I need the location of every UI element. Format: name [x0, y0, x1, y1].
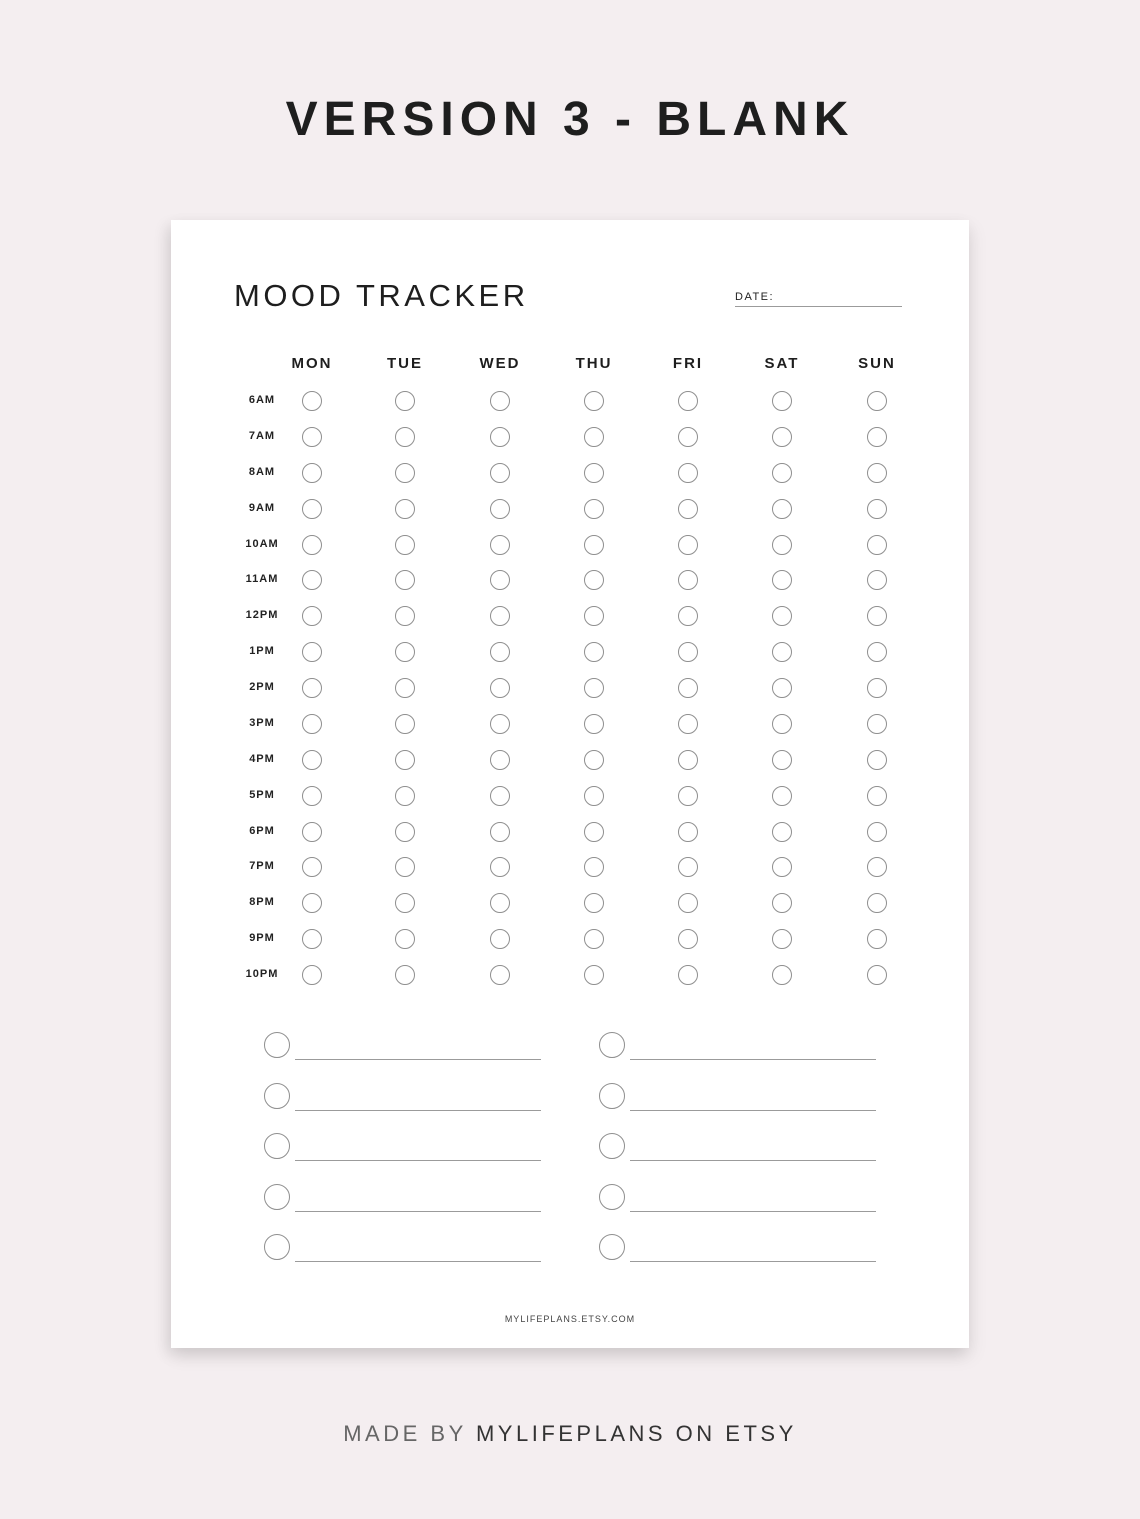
mood-circle-tue-7pm[interactable] — [395, 857, 415, 877]
mood-circle-mon-6pm[interactable] — [302, 822, 322, 842]
mood-circle-sun-6am[interactable] — [867, 391, 887, 411]
mood-circle-thu-11am[interactable] — [584, 570, 604, 590]
legend-circle[interactable] — [264, 1133, 290, 1159]
legend-write-line[interactable] — [630, 1211, 876, 1212]
mood-circle-sun-12pm[interactable] — [867, 606, 887, 626]
time-label-1pm: 1PM — [249, 645, 275, 658]
mood-circle-sat-6pm[interactable] — [772, 822, 792, 842]
banner-title: VERSION 3 - BLANK — [285, 93, 855, 146]
time-label-10am: 10AM — [245, 537, 279, 550]
mood-circle-sun-5pm[interactable] — [867, 786, 887, 806]
day-header-sun: SUN — [858, 355, 896, 372]
sheet-footer: MYLIFEPLANS.ETSY.COM — [504, 1314, 636, 1324]
mood-circle-thu-2pm[interactable] — [584, 678, 604, 698]
mood-circle-tue-9pm[interactable] — [395, 929, 415, 949]
made-by-caption — [0, 1421, 1140, 1447]
mood-circle-thu-1pm[interactable] — [584, 642, 604, 662]
time-label-9pm: 9PM — [249, 932, 275, 945]
legend-circle[interactable] — [264, 1184, 290, 1210]
mood-circle-mon-9pm[interactable] — [302, 929, 322, 949]
time-label-11am: 11AM — [245, 573, 279, 586]
mood-circle-sun-10am[interactable] — [867, 535, 887, 555]
legend-circle[interactable] — [599, 1032, 625, 1058]
mood-circle-mon-10am[interactable] — [302, 535, 322, 555]
mood-circle-thu-4pm[interactable] — [584, 750, 604, 770]
time-label-8am: 8AM — [248, 465, 276, 478]
mood-circle-thu-3pm[interactable] — [584, 714, 604, 734]
mood-circle-thu-7pm[interactable] — [584, 857, 604, 877]
day-header-fri: FRI — [672, 355, 704, 372]
mood-circle-tue-4pm[interactable] — [395, 750, 415, 770]
mood-circle-mon-7am[interactable] — [302, 427, 322, 447]
mood-circle-wed-7pm[interactable] — [490, 857, 510, 877]
mood-circle-tue-12pm[interactable] — [395, 606, 415, 626]
day-header-sat: SAT — [764, 355, 800, 372]
mood-circle-sat-9pm[interactable] — [772, 929, 792, 949]
mood-circle-tue-5pm[interactable] — [395, 786, 415, 806]
mood-circle-sun-11am[interactable] — [867, 570, 887, 590]
mood-circle-thu-6am[interactable] — [584, 391, 604, 411]
mood-circle-mon-4pm[interactable] — [302, 750, 322, 770]
time-label-12pm: 12PM — [245, 609, 279, 622]
mood-circle-sat-10pm[interactable] — [772, 965, 792, 985]
time-label-6pm: 6PM — [249, 824, 275, 837]
mood-circle-wed-9am[interactable] — [490, 499, 510, 519]
mood-circle-tue-11am[interactable] — [395, 570, 415, 590]
mood-circle-mon-10pm[interactable] — [302, 965, 322, 985]
legend-circle[interactable] — [599, 1184, 625, 1210]
mood-circle-fri-5pm[interactable] — [678, 786, 698, 806]
mood-circle-tue-10am[interactable] — [395, 535, 415, 555]
mood-circle-sat-8am[interactable] — [772, 463, 792, 483]
mood-circle-tue-1pm[interactable] — [395, 642, 415, 662]
time-label-9am: 9AM — [248, 501, 276, 514]
mood-circle-fri-6am[interactable] — [678, 391, 698, 411]
mood-circle-wed-6am[interactable] — [490, 391, 510, 411]
mood-circle-thu-5pm[interactable] — [584, 786, 604, 806]
mood-circle-wed-1pm[interactable] — [490, 642, 510, 662]
mood-tracker-sheet — [171, 220, 969, 1348]
mood-circle-sat-6am[interactable] — [772, 391, 792, 411]
legend-write-line[interactable] — [295, 1110, 541, 1111]
mood-circle-fri-1pm[interactable] — [678, 642, 698, 662]
mood-circle-mon-6am[interactable] — [302, 391, 322, 411]
mood-circle-mon-2pm[interactable] — [302, 678, 322, 698]
legend-write-line[interactable] — [295, 1059, 541, 1060]
mood-circle-sun-8am[interactable] — [867, 463, 887, 483]
mood-circle-fri-4pm[interactable] — [678, 750, 698, 770]
mood-circle-fri-12pm[interactable] — [678, 606, 698, 626]
mood-circle-wed-10pm[interactable] — [490, 965, 510, 985]
mood-circle-tue-2pm[interactable] — [395, 678, 415, 698]
mood-circle-mon-7pm[interactable] — [302, 857, 322, 877]
legend-circle[interactable] — [599, 1234, 625, 1260]
day-header-tue: TUE — [387, 355, 423, 372]
mood-circle-wed-3pm[interactable] — [490, 714, 510, 734]
mood-circle-sat-12pm[interactable] — [772, 606, 792, 626]
legend-circle[interactable] — [264, 1234, 290, 1260]
mood-circle-tue-9am[interactable] — [395, 499, 415, 519]
mood-circle-tue-3pm[interactable] — [395, 714, 415, 734]
mood-circle-thu-8am[interactable] — [584, 463, 604, 483]
mood-circle-mon-12pm[interactable] — [302, 606, 322, 626]
mood-circle-mon-8am[interactable] — [302, 463, 322, 483]
mood-circle-sun-10pm[interactable] — [867, 965, 887, 985]
legend-circle[interactable] — [264, 1032, 290, 1058]
mood-circle-mon-11am[interactable] — [302, 570, 322, 590]
legend-write-line[interactable] — [295, 1160, 541, 1161]
mood-circle-sun-2pm[interactable] — [867, 678, 887, 698]
caption-prefix: MADE BY — [343, 1421, 467, 1446]
mood-circle-sun-1pm[interactable] — [867, 642, 887, 662]
mood-circle-fri-9pm[interactable] — [678, 929, 698, 949]
mood-circle-tue-8am[interactable] — [395, 463, 415, 483]
mood-circle-fri-9am[interactable] — [678, 499, 698, 519]
time-label-7am: 7AM — [248, 429, 276, 442]
mood-circle-sat-7pm[interactable] — [772, 857, 792, 877]
mood-circle-fri-7pm[interactable] — [678, 857, 698, 877]
mood-circle-wed-4pm[interactable] — [490, 750, 510, 770]
mood-circle-thu-12pm[interactable] — [584, 606, 604, 626]
mood-circle-thu-8pm[interactable] — [584, 893, 604, 913]
mood-circle-sun-9pm[interactable] — [867, 929, 887, 949]
mood-circle-tue-8pm[interactable] — [395, 893, 415, 913]
mood-circle-tue-10pm[interactable] — [395, 965, 415, 985]
legend-write-line[interactable] — [295, 1261, 541, 1262]
legend-circle[interactable] — [264, 1083, 290, 1109]
mood-circle-sun-7pm[interactable] — [867, 857, 887, 877]
mood-circle-fri-8am[interactable] — [678, 463, 698, 483]
time-label-2pm: 2PM — [249, 681, 275, 693]
legend-circle[interactable] — [599, 1083, 625, 1109]
mood-circle-sat-3pm[interactable] — [772, 714, 792, 734]
mood-circle-wed-10am[interactable] — [490, 535, 510, 555]
legend-write-line[interactable] — [295, 1211, 541, 1212]
time-label-6am: 6AM — [248, 394, 276, 406]
mood-circle-thu-10pm[interactable] — [584, 965, 604, 985]
legend-write-line[interactable] — [630, 1160, 876, 1161]
mood-circle-fri-11am[interactable] — [678, 570, 698, 590]
day-header-wed: WED — [479, 355, 521, 372]
caption-shop: MYLIFEPLANS ON ETSY — [475, 1421, 797, 1446]
mood-circle-thu-6pm[interactable] — [584, 822, 604, 842]
mood-circle-thu-9am[interactable] — [584, 499, 604, 519]
mood-circle-tue-7am[interactable] — [395, 427, 415, 447]
mood-circle-sat-11am[interactable] — [772, 570, 792, 590]
mood-circle-thu-9pm[interactable] — [584, 929, 604, 949]
day-header-thu: THU — [575, 355, 613, 372]
time-label-4pm: 4PM — [249, 752, 275, 765]
mood-circle-mon-5pm[interactable] — [302, 786, 322, 806]
mood-circle-sun-9am[interactable] — [867, 499, 887, 519]
mood-circle-sun-3pm[interactable] — [867, 714, 887, 734]
mood-circle-sat-2pm[interactable] — [772, 678, 792, 698]
mood-circle-wed-7am[interactable] — [490, 427, 510, 447]
mood-circle-mon-3pm[interactable] — [302, 714, 322, 734]
mood-circle-mon-1pm[interactable] — [302, 642, 322, 662]
mood-circle-fri-2pm[interactable] — [678, 678, 698, 698]
mood-circle-fri-10am[interactable] — [678, 535, 698, 555]
time-label-10pm: 10PM — [245, 968, 279, 980]
mood-circle-wed-9pm[interactable] — [490, 929, 510, 949]
mood-circle-sat-10am[interactable] — [772, 535, 792, 555]
date-label: DATE: — [735, 291, 775, 303]
time-label-7pm: 7PM — [249, 860, 275, 873]
time-label-5pm: 5PM — [249, 788, 275, 801]
mood-circle-wed-2pm[interactable] — [490, 678, 510, 698]
mood-circle-wed-12pm[interactable] — [490, 606, 510, 626]
mood-circle-sat-9am[interactable] — [772, 499, 792, 519]
sheet-title: MOOD TRACKER — [234, 278, 529, 313]
mood-circle-wed-8pm[interactable] — [490, 893, 510, 913]
mood-circle-wed-8am[interactable] — [490, 463, 510, 483]
legend-circle[interactable] — [599, 1133, 625, 1159]
mood-circle-sun-4pm[interactable] — [867, 750, 887, 770]
time-label-3pm: 3PM — [249, 716, 275, 729]
mood-circle-fri-7am[interactable] — [678, 427, 698, 447]
mood-circle-sat-4pm[interactable] — [772, 750, 792, 770]
mood-circle-fri-3pm[interactable] — [678, 714, 698, 734]
day-header-mon: MON — [291, 355, 333, 372]
mood-circle-mon-8pm[interactable] — [302, 893, 322, 913]
mood-circle-fri-10pm[interactable] — [678, 965, 698, 985]
mood-circle-sat-5pm[interactable] — [772, 786, 792, 806]
mood-circle-fri-8pm[interactable] — [678, 893, 698, 913]
mood-circle-tue-6am[interactable] — [395, 391, 415, 411]
mood-circle-wed-5pm[interactable] — [490, 786, 510, 806]
time-label-8pm: 8PM — [249, 896, 275, 909]
legend-write-line[interactable] — [630, 1261, 876, 1262]
mood-circle-thu-7am[interactable] — [584, 427, 604, 447]
mood-circle-sun-8pm[interactable] — [867, 893, 887, 913]
date-field[interactable] — [735, 306, 902, 307]
mood-circle-mon-9am[interactable] — [302, 499, 322, 519]
mood-circle-sat-1pm[interactable] — [772, 642, 792, 662]
mood-circle-thu-10am[interactable] — [584, 535, 604, 555]
legend-write-line[interactable] — [630, 1059, 876, 1060]
mood-circle-sun-6pm[interactable] — [867, 822, 887, 842]
mood-circle-sat-7am[interactable] — [772, 427, 792, 447]
legend-write-line[interactable] — [630, 1110, 876, 1111]
mood-circle-wed-6pm[interactable] — [490, 822, 510, 842]
mood-circle-wed-11am[interactable] — [490, 570, 510, 590]
mood-circle-sun-7am[interactable] — [867, 427, 887, 447]
mood-circle-fri-6pm[interactable] — [678, 822, 698, 842]
mood-circle-tue-6pm[interactable] — [395, 822, 415, 842]
mood-circle-sat-8pm[interactable] — [772, 893, 792, 913]
